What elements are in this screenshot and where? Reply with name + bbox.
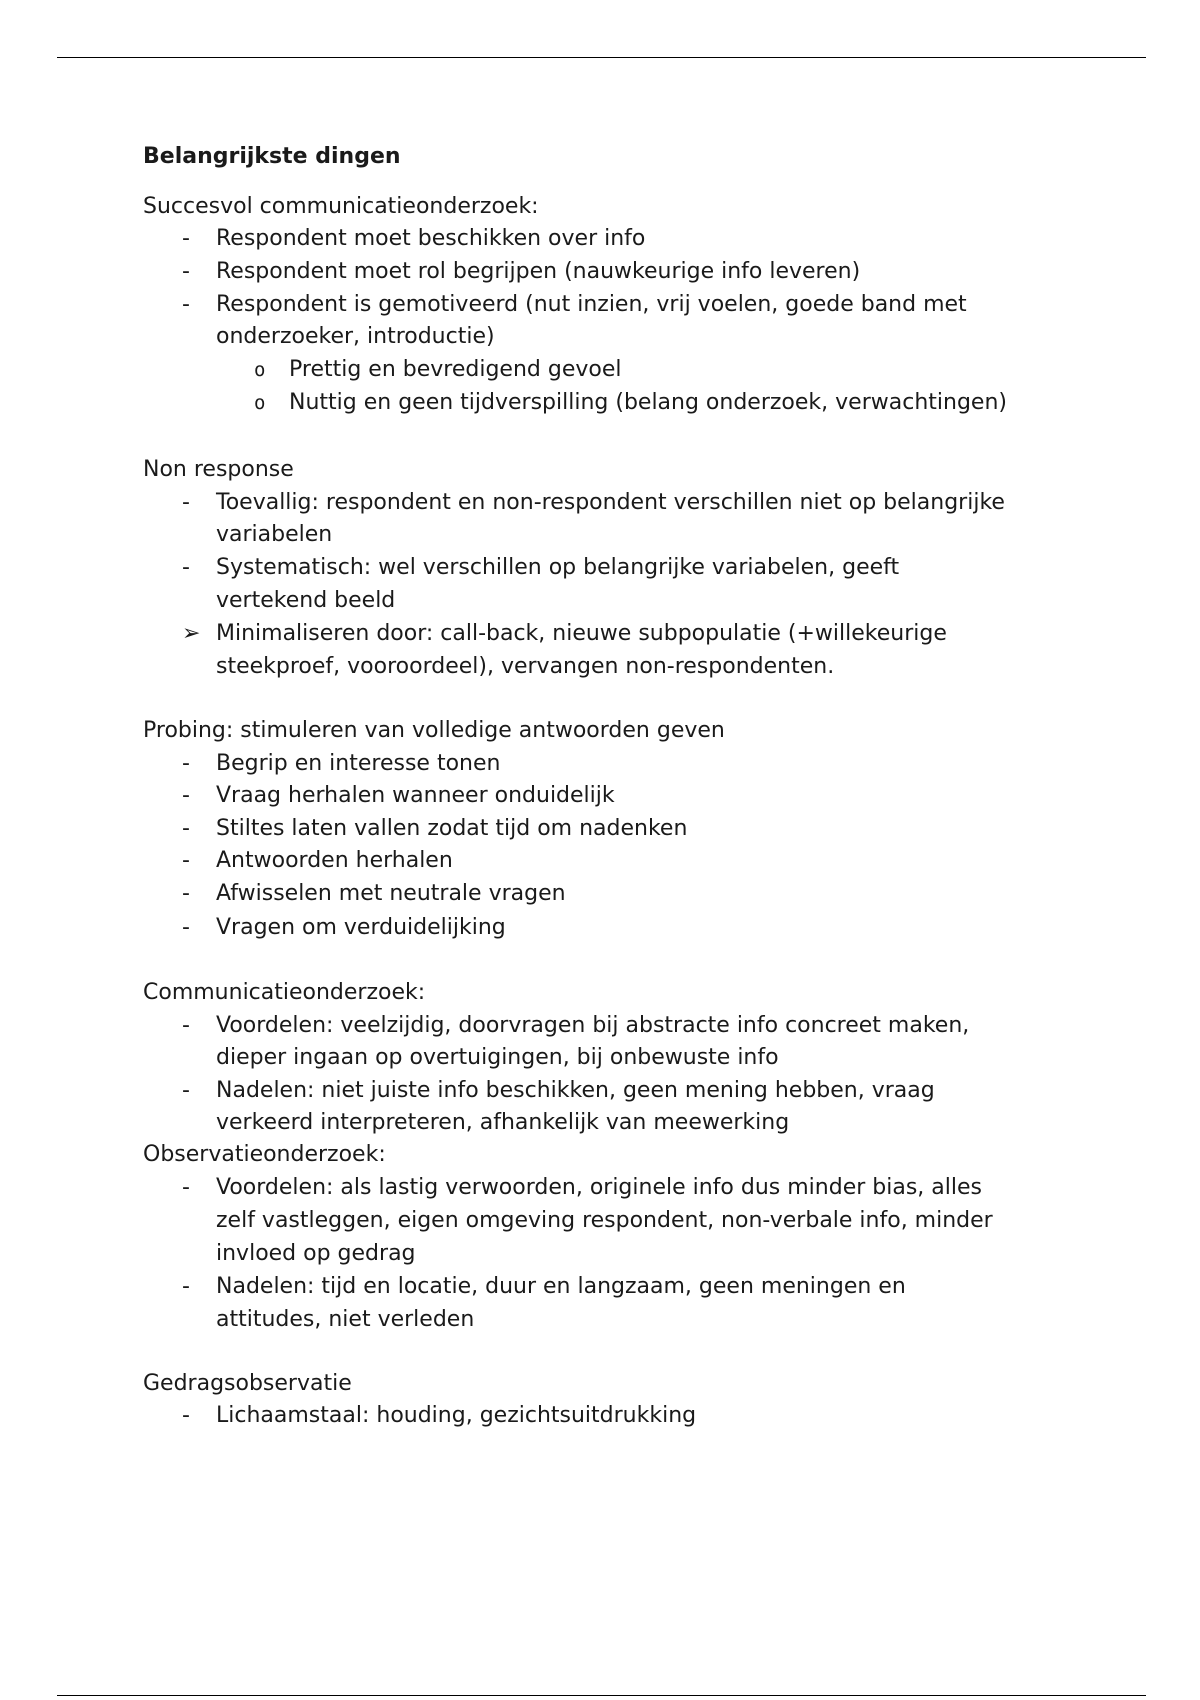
bullet-marker: - xyxy=(182,751,190,776)
section-heading: Observatieonderzoek: xyxy=(143,1142,386,1167)
bullet-text: Antwoorden herhalen xyxy=(216,848,453,873)
bullet-text: variabelen xyxy=(216,522,333,547)
bullet-text: verkeerd interpreteren, afhankelijk van meewerking xyxy=(216,1110,790,1135)
bottom-divider-line xyxy=(57,1695,1146,1696)
bullet-marker: - xyxy=(182,783,190,808)
bullet-text: steekproef, vooroordeel), vervangen non-respondenten. xyxy=(216,654,835,679)
bullet-marker: - xyxy=(182,881,190,906)
section-heading: Succesvol communicatieonderzoek: xyxy=(143,194,539,219)
bullet-marker: - xyxy=(182,555,190,580)
section-heading: Communicatieonderzoek: xyxy=(143,980,426,1005)
bullet-marker: - xyxy=(182,1175,190,1200)
bullet-marker: - xyxy=(182,915,190,940)
bullet-text: dieper ingaan op overtuigingen, bij onbewuste info xyxy=(216,1045,779,1070)
bullet-marker: - xyxy=(182,1013,190,1038)
bullet-text: invloed op gedrag xyxy=(216,1241,416,1266)
bullet-text: Minimaliseren door: call-back, nieuwe subpopulatie (+willekeurige xyxy=(216,621,947,646)
bullet-marker: - xyxy=(182,1274,190,1299)
bullet-text: Stiltes laten vallen zodat tijd om nadenken xyxy=(216,816,688,841)
section-heading: Probing: stimuleren van volledige antwoorden geven xyxy=(143,718,725,743)
bullet-text: Voordelen: als lastig verwoorden, originele info dus minder bias, alles xyxy=(216,1175,982,1200)
sub-bullet-marker: o xyxy=(254,359,266,381)
bullet-text: Respondent is gemotiveerd (nut inzien, vrij voelen, goede band met xyxy=(216,292,967,317)
bullet-text: onderzoeker, introductie) xyxy=(216,324,495,349)
bullet-marker: - xyxy=(182,490,190,515)
bullet-text: Voordelen: veelzijdig, doorvragen bij abstracte info concreet maken, xyxy=(216,1013,970,1038)
top-divider-line xyxy=(57,57,1146,58)
bullet-text: Vragen om verduidelijking xyxy=(216,915,506,940)
bullet-text: vertekend beeld xyxy=(216,588,396,613)
bullet-marker: - xyxy=(182,1403,190,1428)
bullet-text: Begrip en interesse tonen xyxy=(216,751,501,776)
bullet-text: Afwisselen met neutrale vragen xyxy=(216,881,566,906)
bullet-text: Vraag herhalen wanneer onduidelijk xyxy=(216,783,615,808)
bullet-marker: - xyxy=(182,292,190,317)
bullet-text: Nadelen: niet juiste info beschikken, geen mening hebben, vraag xyxy=(216,1078,935,1103)
document-title: Belangrijkste dingen xyxy=(143,144,401,169)
bullet-text: attitudes, niet verleden xyxy=(216,1307,475,1332)
bullet-marker: - xyxy=(182,1078,190,1103)
section-heading: Non response xyxy=(143,457,294,482)
bullet-text: Systematisch: wel verschillen op belangrijke variabelen, geeft xyxy=(216,555,900,580)
bullet-text: Respondent moet beschikken over info xyxy=(216,226,646,251)
arrow-bullet-icon: ➢ xyxy=(182,621,201,646)
sub-bullet-text: Nuttig en geen tijdverspilling (belang onderzoek, verwachtingen) xyxy=(289,390,1007,415)
bullet-marker: - xyxy=(182,816,190,841)
section-heading: Gedragsobservatie xyxy=(143,1371,352,1396)
bullet-marker: - xyxy=(182,226,190,251)
bullet-text: Toevallig: respondent en non-respondent verschillen niet op belangrijke xyxy=(216,490,1005,515)
bullet-text: Lichaamstaal: houding, gezichtsuitdrukking xyxy=(216,1403,697,1428)
sub-bullet-marker: o xyxy=(254,392,266,414)
bullet-marker: - xyxy=(182,848,190,873)
bullet-text: zelf vastleggen, eigen omgeving respondent, non-verbale info, minder xyxy=(216,1208,993,1233)
bullet-text: Nadelen: tijd en locatie, duur en langzaam, geen meningen en xyxy=(216,1274,906,1299)
bullet-text: Respondent moet rol begrijpen (nauwkeurige info leveren) xyxy=(216,259,861,284)
sub-bullet-text: Prettig en bevredigend gevoel xyxy=(289,357,622,382)
bullet-marker: - xyxy=(182,259,190,284)
